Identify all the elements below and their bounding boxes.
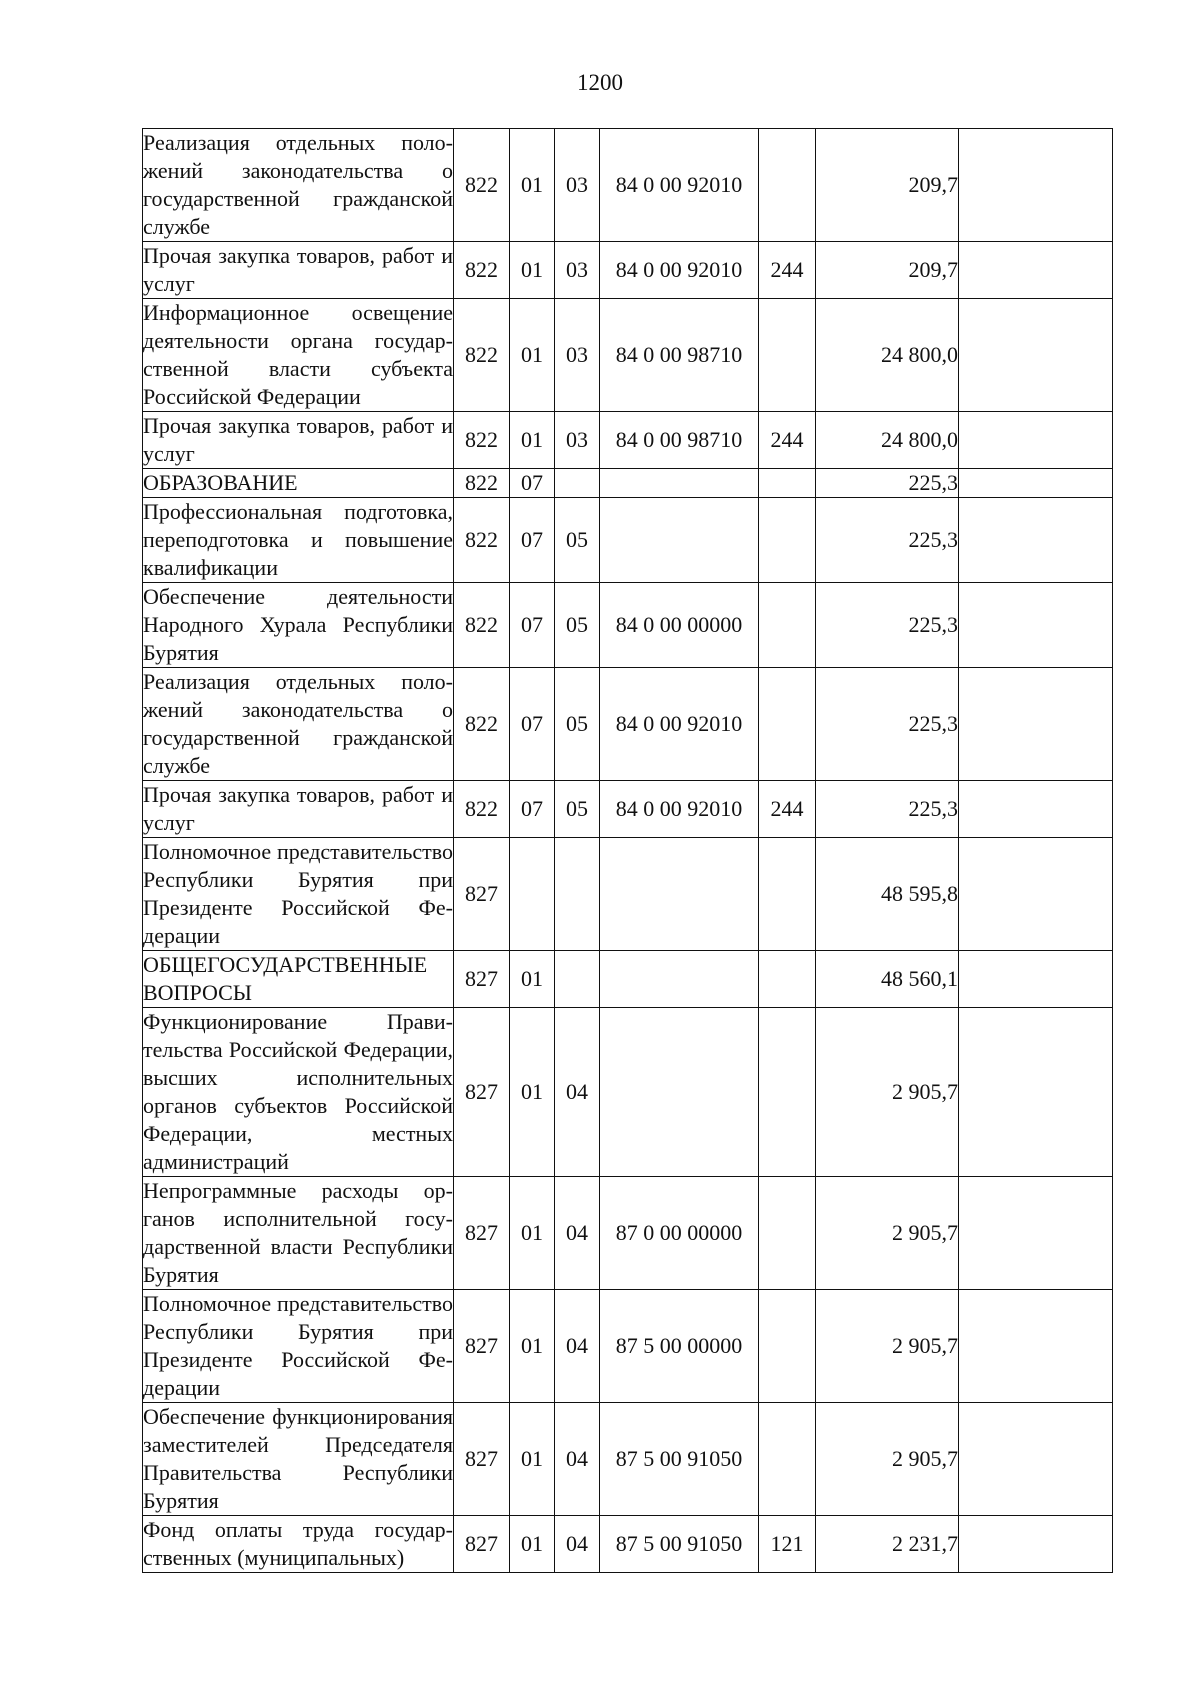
row-section-code: 01 (510, 299, 555, 412)
row-name: Полномочное представительство Республики Бурятия при Президенте Российской Федерации (143, 838, 454, 951)
row-name: ОБРАЗОВАНИЕ (143, 469, 454, 498)
row-name: Обеспечение функционирования заместителей Председателя Правительства Республики Бурятия (143, 1403, 454, 1516)
row-subsection-code: 05 (555, 583, 600, 668)
row-section-code: 07 (510, 781, 555, 838)
budget-table (142, 128, 1113, 1573)
row-ved-code: 822 (454, 498, 510, 583)
row-ved-code: 822 (454, 129, 510, 242)
row-target-article: 87 5 00 91050 (600, 1516, 759, 1573)
row-section-code: 01 (510, 1008, 555, 1177)
row-extra-cell (959, 668, 1113, 781)
row-expense-type: 121 (759, 1516, 816, 1573)
row-subsection-code: 03 (555, 412, 600, 469)
table-body (143, 129, 1113, 1573)
row-section-code: 07 (510, 469, 555, 498)
row-expense-type (759, 1290, 816, 1403)
row-name: Реализация отдельных положений законодательства о государственной гражданской службе (143, 129, 454, 242)
row-name: Прочая закупка товаров, работ и услуг (143, 242, 454, 299)
row-subsection-code (555, 469, 600, 498)
row-ved-code: 827 (454, 951, 510, 1008)
row-name: Прочая закупка товаров, работ и услуг (143, 412, 454, 469)
row-section-code: 07 (510, 668, 555, 781)
row-ved-code: 822 (454, 583, 510, 668)
row-ved-code: 822 (454, 412, 510, 469)
row-section-code: 07 (510, 583, 555, 668)
row-target-article: 84 0 00 98710 (600, 412, 759, 469)
table-row (143, 498, 1113, 583)
row-name: Профессиональная подготовка, переподготовка и повышение квалификации (143, 498, 454, 583)
row-expense-type (759, 129, 816, 242)
row-ved-code: 827 (454, 1008, 510, 1177)
row-section-code: 01 (510, 412, 555, 469)
row-subsection-code: 04 (555, 1290, 600, 1403)
row-extra-cell (959, 299, 1113, 412)
row-name: ОБЩЕГОСУДАРСТВЕННЫЕ ВОПРОСЫ (143, 951, 454, 1008)
row-subsection-code: 05 (555, 668, 600, 781)
row-amount: 225,3 (816, 469, 959, 498)
row-extra-cell (959, 1516, 1113, 1573)
row-amount: 2 905,7 (816, 1403, 959, 1516)
table-row (143, 469, 1113, 498)
table-row (143, 1177, 1113, 1290)
row-amount: 2 231,7 (816, 1516, 959, 1573)
table-row (143, 838, 1113, 951)
row-target-article: 84 0 00 92010 (600, 781, 759, 838)
row-extra-cell (959, 838, 1113, 951)
row-section-code: 01 (510, 1403, 555, 1516)
row-ved-code: 822 (454, 469, 510, 498)
row-extra-cell (959, 951, 1113, 1008)
row-expense-type: 244 (759, 781, 816, 838)
row-amount: 2 905,7 (816, 1008, 959, 1177)
row-name: Полномочное представительство Республики Бурятия при Президенте Российской Федерации (143, 1290, 454, 1403)
row-amount: 225,3 (816, 583, 959, 668)
row-target-article (600, 469, 759, 498)
row-expense-type (759, 668, 816, 781)
row-expense-type: 244 (759, 242, 816, 299)
row-amount: 24 800,0 (816, 299, 959, 412)
row-target-article (600, 951, 759, 1008)
row-expense-type (759, 951, 816, 1008)
row-subsection-code: 04 (555, 1177, 600, 1290)
row-amount: 225,3 (816, 498, 959, 583)
row-section-code: 07 (510, 498, 555, 583)
row-target-article: 84 0 00 92010 (600, 129, 759, 242)
table-row (143, 951, 1113, 1008)
row-expense-type (759, 1177, 816, 1290)
row-name: Фонд оплаты труда государственных (муниципальных) (143, 1516, 454, 1573)
row-ved-code: 827 (454, 838, 510, 951)
row-expense-type (759, 583, 816, 668)
row-target-article: 84 0 00 92010 (600, 668, 759, 781)
row-subsection-code: 05 (555, 781, 600, 838)
row-target-article (600, 1008, 759, 1177)
row-section-code: 01 (510, 1177, 555, 1290)
table-row (143, 412, 1113, 469)
row-amount: 225,3 (816, 668, 959, 781)
row-subsection-code: 04 (555, 1516, 600, 1573)
row-extra-cell (959, 781, 1113, 838)
row-ved-code: 827 (454, 1516, 510, 1573)
row-subsection-code: 04 (555, 1403, 600, 1516)
row-target-article: 87 5 00 00000 (600, 1290, 759, 1403)
table-row (143, 1403, 1113, 1516)
table-row (143, 1516, 1113, 1573)
row-extra-cell (959, 1290, 1113, 1403)
row-extra-cell (959, 1403, 1113, 1516)
row-section-code (510, 838, 555, 951)
row-name: Обеспечение деятельности Народного Хурала Республики Бурятия (143, 583, 454, 668)
row-ved-code: 822 (454, 668, 510, 781)
row-target-article: 87 0 00 00000 (600, 1177, 759, 1290)
row-extra-cell (959, 242, 1113, 299)
row-name: Прочая закупка товаров, работ и услуг (143, 781, 454, 838)
row-subsection-code: 03 (555, 129, 600, 242)
row-name: Реализация отдельных положений законодательства о государственной гражданской службе (143, 668, 454, 781)
row-expense-type (759, 498, 816, 583)
row-section-code: 01 (510, 1516, 555, 1573)
row-amount: 225,3 (816, 781, 959, 838)
row-amount: 2 905,7 (816, 1177, 959, 1290)
row-section-code: 01 (510, 242, 555, 299)
row-extra-cell (959, 129, 1113, 242)
page-number: 1200 (577, 70, 623, 95)
row-ved-code: 822 (454, 242, 510, 299)
table-row (143, 781, 1113, 838)
row-amount: 48 595,8 (816, 838, 959, 951)
row-expense-type: 244 (759, 412, 816, 469)
row-section-code: 01 (510, 129, 555, 242)
row-extra-cell (959, 498, 1113, 583)
row-expense-type (759, 1403, 816, 1516)
row-target-article: 84 0 00 98710 (600, 299, 759, 412)
row-ved-code: 827 (454, 1290, 510, 1403)
table-row (143, 129, 1113, 242)
row-subsection-code: 05 (555, 498, 600, 583)
row-expense-type (759, 1008, 816, 1177)
row-target-article: 84 0 00 92010 (600, 242, 759, 299)
row-extra-cell (959, 469, 1113, 498)
row-subsection-code: 03 (555, 299, 600, 412)
table-row (143, 299, 1113, 412)
table-row (143, 668, 1113, 781)
row-expense-type (759, 838, 816, 951)
row-section-code: 01 (510, 1290, 555, 1403)
row-ved-code: 822 (454, 299, 510, 412)
row-target-article (600, 838, 759, 951)
row-amount: 48 560,1 (816, 951, 959, 1008)
row-subsection-code (555, 951, 600, 1008)
row-subsection-code (555, 838, 600, 951)
row-amount: 209,7 (816, 242, 959, 299)
row-target-article: 87 5 00 91050 (600, 1403, 759, 1516)
row-amount: 24 800,0 (816, 412, 959, 469)
row-expense-type (759, 299, 816, 412)
table-row (143, 1008, 1113, 1177)
row-section-code: 01 (510, 951, 555, 1008)
row-extra-cell (959, 412, 1113, 469)
row-ved-code: 827 (454, 1403, 510, 1516)
row-expense-type (759, 469, 816, 498)
row-extra-cell (959, 583, 1113, 668)
row-ved-code: 827 (454, 1177, 510, 1290)
row-amount: 2 905,7 (816, 1290, 959, 1403)
row-name: Информационное освещение деятельности органа государственной власти субъекта Российской Федерации (143, 299, 454, 412)
row-extra-cell (959, 1177, 1113, 1290)
row-extra-cell (959, 1008, 1113, 1177)
row-name: Функционирование Правительства Российской Федерации, высших исполнительных органов субъектов Российской Федерации, местных администраций (143, 1008, 454, 1177)
row-amount: 209,7 (816, 129, 959, 242)
table-row (143, 1290, 1113, 1403)
table-row (143, 583, 1113, 668)
row-name: Непрограммные расходы органов исполнительной государственной власти Республики Бурятия (143, 1177, 454, 1290)
row-ved-code: 822 (454, 781, 510, 838)
row-target-article: 84 0 00 00000 (600, 583, 759, 668)
row-subsection-code: 04 (555, 1008, 600, 1177)
table-row (143, 242, 1113, 299)
row-subsection-code: 03 (555, 242, 600, 299)
row-target-article (600, 498, 759, 583)
